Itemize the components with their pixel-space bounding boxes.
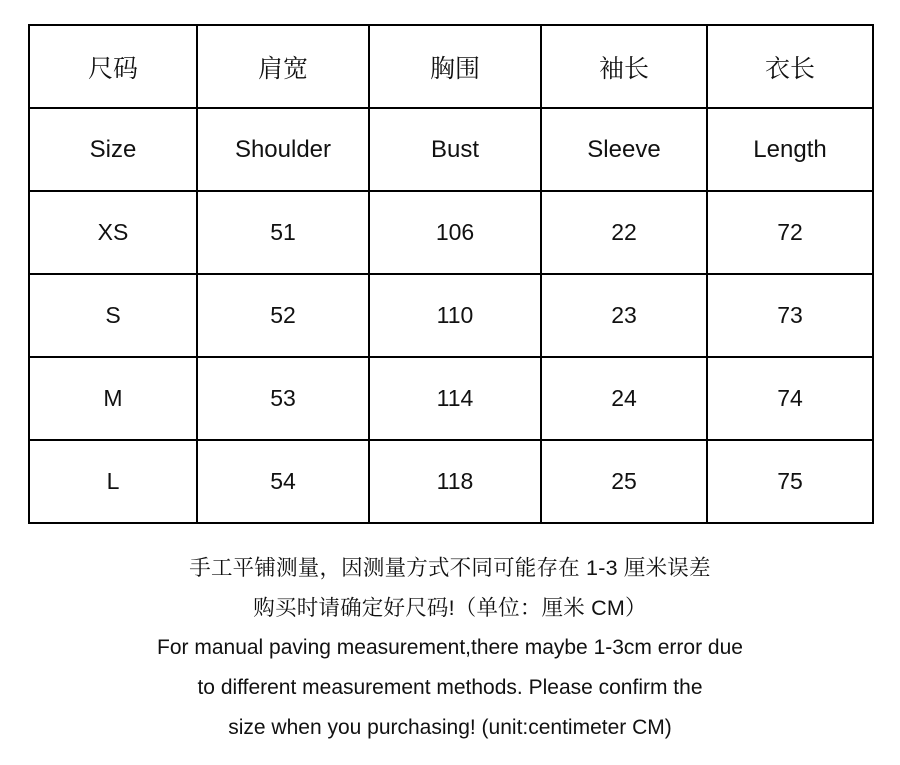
cell-length: 74 (707, 357, 873, 440)
size-table-container (28, 24, 872, 524)
column-header-shoulder-cn: 肩宽 (197, 25, 369, 108)
table-row (29, 191, 873, 274)
cell-shoulder: 51 (197, 191, 369, 274)
cell-bust: 110 (369, 274, 541, 357)
column-header-sleeve-cn: 袖长 (541, 25, 707, 108)
column-header-length-en: Length (707, 108, 873, 191)
column-header-size-cn: 尺码 (29, 25, 197, 108)
column-header-sleeve-en: Sleeve (541, 108, 707, 191)
cell-size: L (29, 440, 197, 523)
column-header-length-cn: 衣长 (707, 25, 873, 108)
cell-shoulder: 54 (197, 440, 369, 523)
cell-length: 72 (707, 191, 873, 274)
column-header-bust-cn: 胸围 (369, 25, 541, 108)
cell-sleeve: 24 (541, 357, 707, 440)
cell-bust: 106 (369, 191, 541, 274)
cell-size: S (29, 274, 197, 357)
size-table (28, 24, 874, 524)
cell-length: 73 (707, 274, 873, 357)
column-header-bust-en: Bust (369, 108, 541, 191)
cell-shoulder: 52 (197, 274, 369, 357)
cell-length: 75 (707, 440, 873, 523)
cell-sleeve: 22 (541, 191, 707, 274)
cell-bust: 118 (369, 440, 541, 523)
cell-size: XS (29, 191, 197, 274)
cell-bust: 114 (369, 357, 541, 440)
cell-shoulder: 53 (197, 357, 369, 440)
note-line-english-2: to different measurement methods. Please confirm the (197, 676, 703, 699)
table-header-row-chinese (29, 25, 873, 108)
cell-sleeve: 23 (541, 274, 707, 357)
note-line-english-3: size when you purchasing! (unit:centimeter CM) (228, 716, 672, 739)
table-row (29, 440, 873, 523)
measurement-notes (0, 548, 900, 748)
column-header-size-en: Size (29, 108, 197, 191)
table-row (29, 274, 873, 357)
cell-size: M (29, 357, 197, 440)
note-line-chinese-1: 手工平铺测量，因测量方式不同可能存在 1-3 厘米误差 (189, 556, 711, 580)
cell-sleeve: 25 (541, 440, 707, 523)
table-header-row-english (29, 108, 873, 191)
note-line-chinese-2: 购买时请确定好尺码!（单位：厘米 CM） (253, 596, 647, 620)
note-line-english-1: For manual paving measurement,there maybe 1-3cm error due (157, 636, 743, 659)
table-row (29, 357, 873, 440)
column-header-shoulder-en: Shoulder (197, 108, 369, 191)
